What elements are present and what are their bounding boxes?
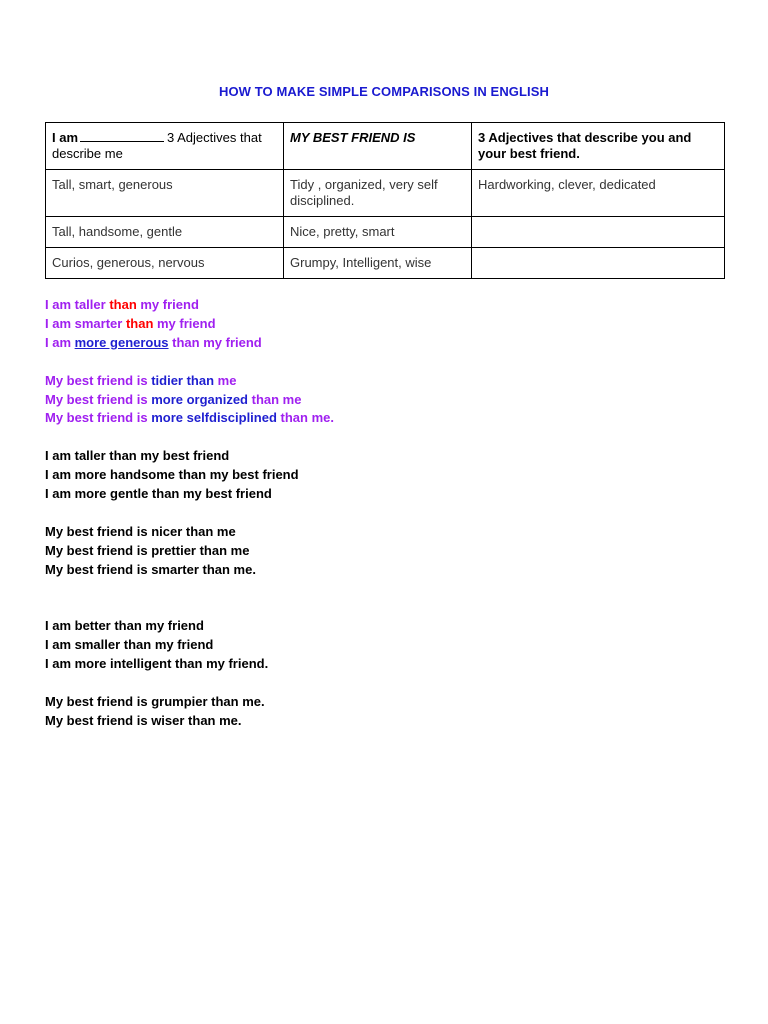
sentence-line: My best friend is smarter than me. xyxy=(45,561,256,577)
table-header-row xyxy=(46,123,725,170)
table-cell xyxy=(472,248,725,279)
spacer xyxy=(45,353,725,372)
page-title: HOW TO MAKE SIMPLE COMPARISONS IN ENGLISH xyxy=(218,84,550,99)
sentence-line xyxy=(45,409,725,428)
spacer xyxy=(45,674,725,693)
sentence-part: My best friend is xyxy=(45,391,152,407)
spacer xyxy=(45,580,725,618)
header-cell-best-friend xyxy=(284,123,472,170)
sentence-line: I am better than my friend xyxy=(45,618,204,634)
sentence-part-highlight: tidier than xyxy=(151,372,215,388)
sentence-part: than my friend xyxy=(168,334,262,350)
sentence-line: My best friend is grumpier than me. xyxy=(45,693,265,709)
table-cell: Grumpy, Intelligent, wise xyxy=(284,248,472,279)
header-adjectives-label: 3 Adjectives that describe me xyxy=(52,130,262,161)
sentence-part: me xyxy=(214,372,237,388)
sentence-part-underlined: more generous xyxy=(74,334,169,350)
sentence-part-highlight: than xyxy=(122,315,154,331)
sentence-part-highlight: more organized xyxy=(151,391,248,407)
sentence-part: I am xyxy=(45,334,75,350)
sentence-line: My best friend is wiser than me. xyxy=(45,712,242,728)
table-cell: Curios, generous, nervous xyxy=(46,248,284,279)
table-row xyxy=(46,248,725,279)
table-cell xyxy=(472,217,725,248)
sentence-line: My best friend is prettier than me xyxy=(45,542,250,558)
sentence-part-highlight: more selfdisciplined xyxy=(151,410,277,426)
sentence-part: my friend xyxy=(153,315,216,331)
table-cell: Hardworking, clever, dedicated xyxy=(472,170,725,217)
table-cell: Tall, handsome, gentle xyxy=(46,217,284,248)
sentence-part: than me. xyxy=(276,410,334,426)
sentence-line xyxy=(45,334,725,353)
header-adjectives-both-label: 3 Adjectives that describe you and your best friend. xyxy=(478,130,692,161)
sentence-line xyxy=(45,296,725,315)
spacer xyxy=(45,504,725,523)
sentence-line xyxy=(45,315,725,334)
table-cell: Tall, smart, generous xyxy=(46,170,284,217)
sentence-line: I am more intelligent than my friend. xyxy=(45,656,269,672)
sentence-part-highlight: than xyxy=(105,297,137,312)
comparison-table xyxy=(45,122,725,279)
sentence-part: I am taller xyxy=(45,297,106,312)
sentence-line: I am taller than my best friend xyxy=(45,448,230,464)
sentence-part: My best friend is xyxy=(45,372,152,388)
example-sentences xyxy=(45,296,725,731)
sentence-line: I am more gentle than my best friend xyxy=(45,486,272,502)
table-row xyxy=(46,217,725,248)
table-cell: Nice, pretty, smart xyxy=(284,217,472,248)
fill-in-blank xyxy=(80,130,164,142)
spacer xyxy=(45,428,725,447)
sentence-part: my friend xyxy=(136,297,199,312)
table-row xyxy=(46,170,725,217)
sentence-part: I am smarter xyxy=(45,315,123,331)
sentence-line xyxy=(45,391,725,410)
table-cell: Tidy , organized, very self disciplined. xyxy=(284,170,472,217)
header-cell-i-am xyxy=(46,123,284,170)
sentence-line: I am more handsome than my best friend xyxy=(45,467,299,483)
header-cell-adjectives-both xyxy=(472,123,725,170)
sentence-line: My best friend is nicer than me xyxy=(45,523,236,539)
header-best-friend-label: MY BEST FRIEND IS xyxy=(290,130,416,145)
sentence-part: than me xyxy=(248,391,302,407)
sentence-part: My best friend is xyxy=(45,410,152,426)
sentence-line: I am smaller than my friend xyxy=(45,637,214,653)
header-i-am-label: I am xyxy=(52,130,79,145)
sentence-line xyxy=(45,372,725,391)
